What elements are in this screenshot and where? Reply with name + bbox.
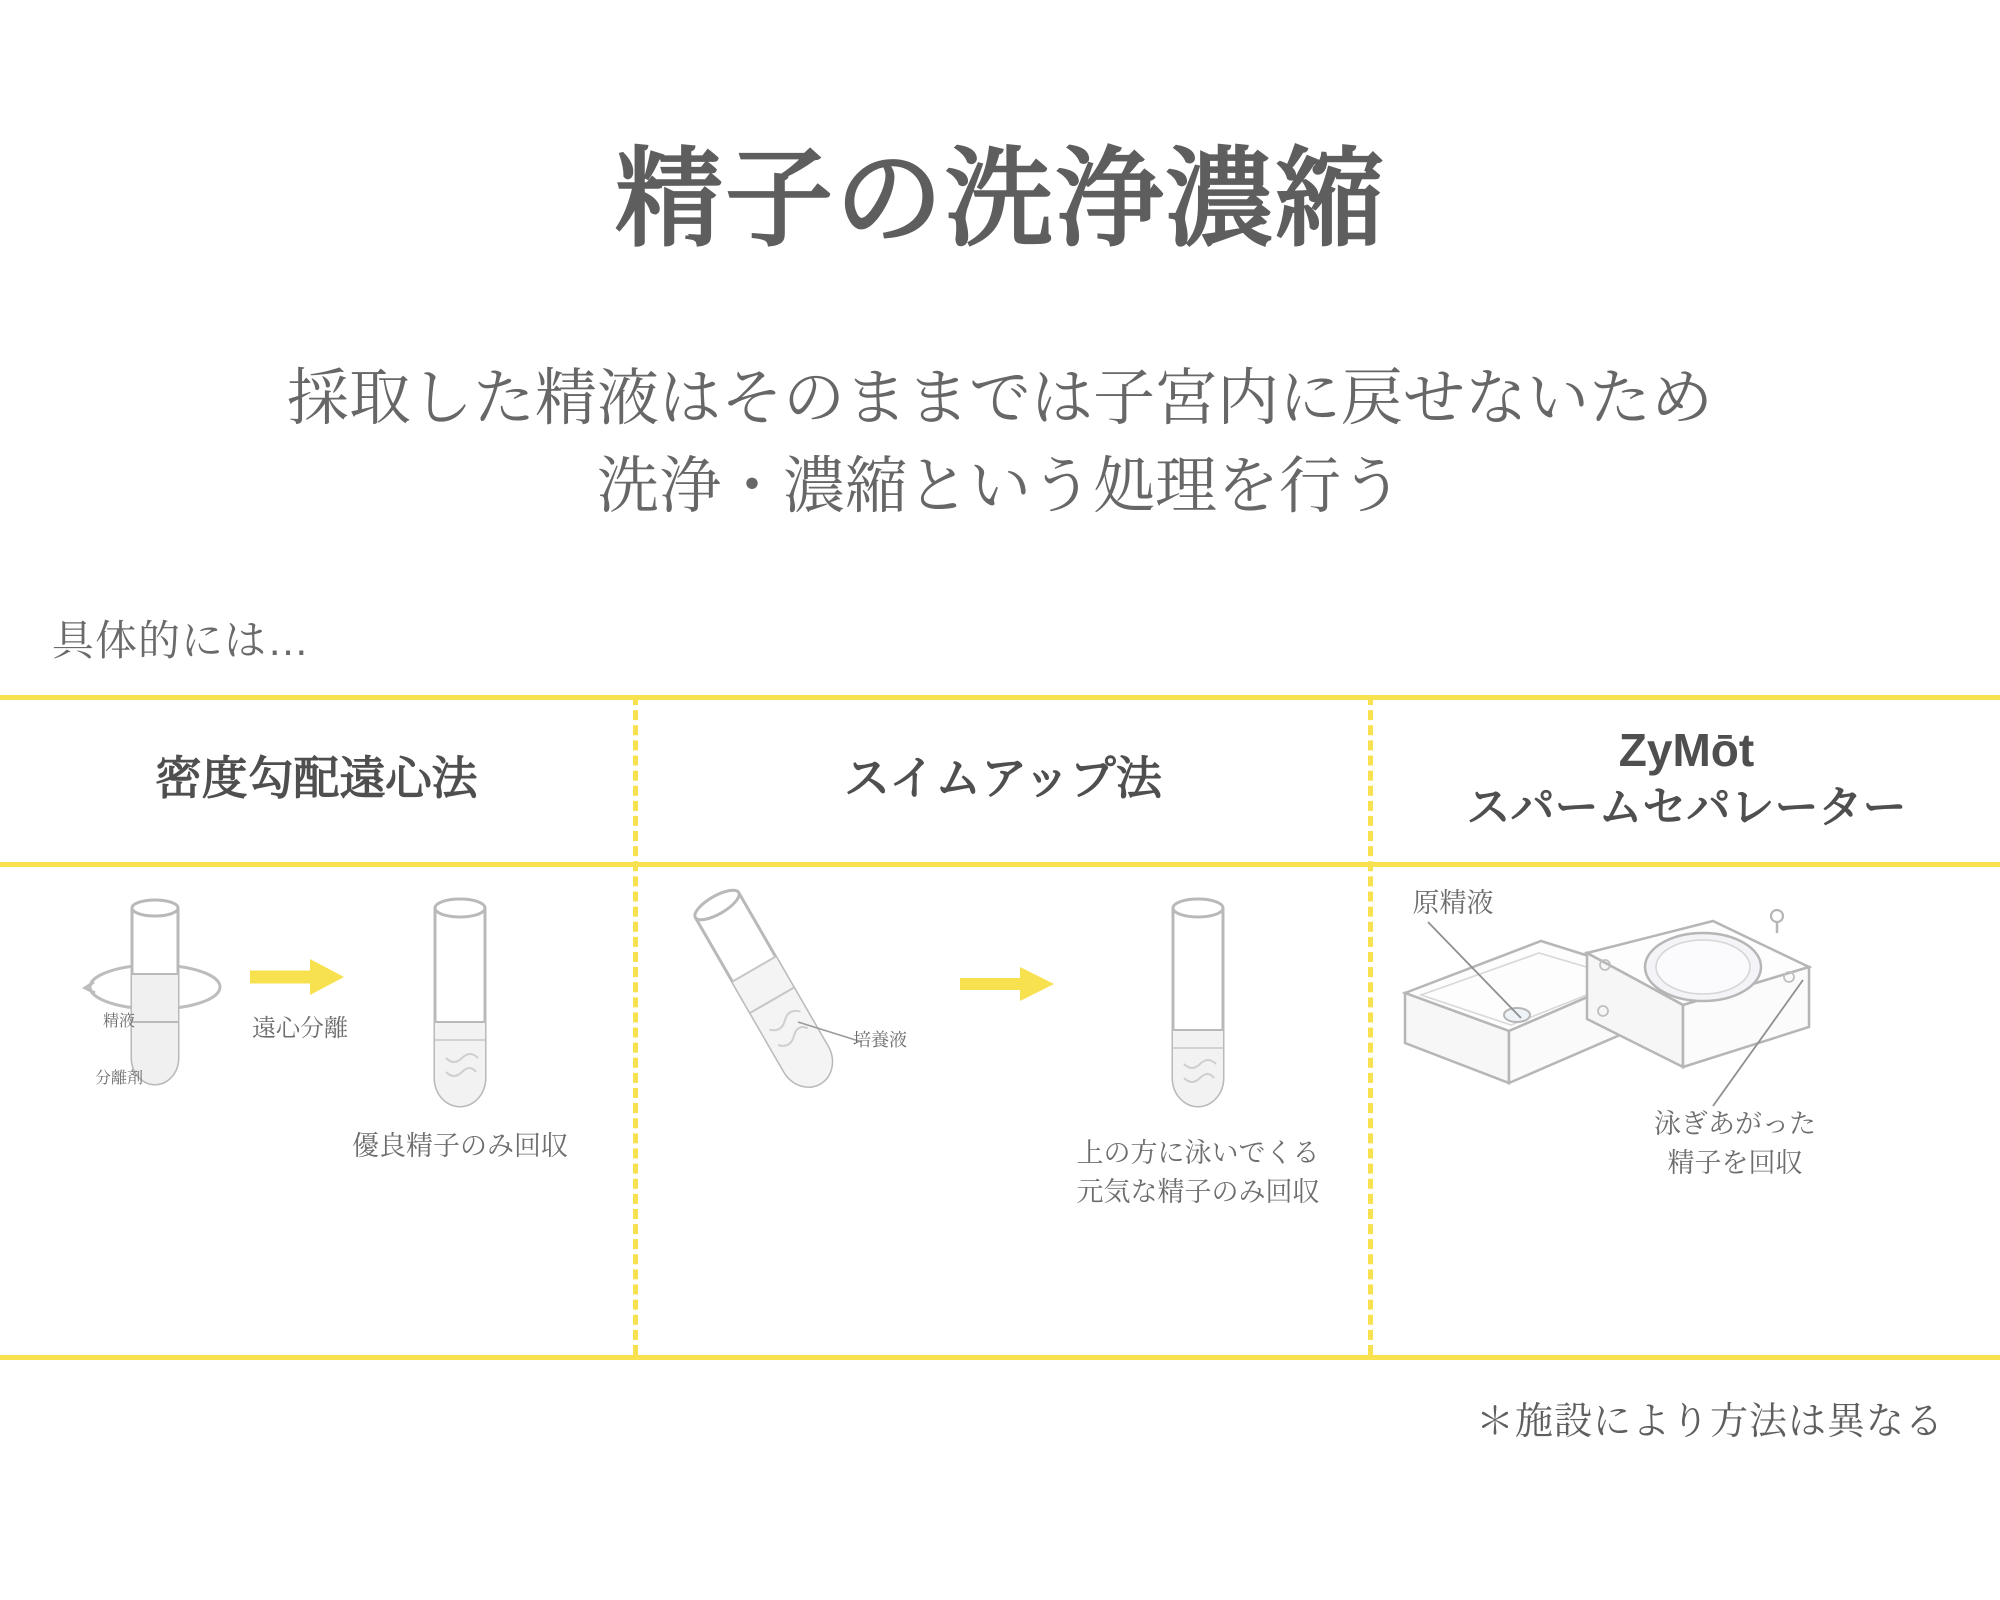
column-body-swim-up (638, 862, 1368, 1355)
column-heading-density-gradient: 密度勾配遠心法 (155, 752, 478, 805)
column-heading-swim-up: スイムアップ法 (844, 752, 1162, 805)
column-body-zymot (1373, 862, 2000, 1355)
arrow-right-icon (958, 962, 1058, 1006)
lead-text: 具体的には… (52, 617, 311, 664)
label-zymot-result-line2: 精子を回収 (1667, 1148, 1803, 1179)
subtitle-line-2: 洗浄・濃縮という処理を行う (596, 452, 1403, 522)
column-density-gradient (0, 695, 633, 1355)
label-swim-up-result (1038, 1134, 1358, 1212)
test-tube-result-icon (1138, 882, 1258, 1142)
label-centrifugation: 遠心分離 (252, 1015, 348, 1042)
label-zymot-result-line1: 泳ぎあがった (1654, 1109, 1816, 1139)
subtitle-line-1: 採取した精液はそのままでは子宮内に戻せないため (286, 364, 1713, 433)
column-heading-zymot (1373, 695, 2000, 862)
column-body-density-gradient (0, 862, 633, 1355)
label-zymot-result (1585, 1105, 1885, 1183)
tilted-test-tube-icon (648, 872, 898, 1132)
page-title: 精子の洗浄濃縮 (614, 138, 1385, 259)
test-tube-result-icon (400, 882, 520, 1142)
label-swim-up-result-line1: 上の方に泳いでくる (1076, 1138, 1320, 1168)
column-zymot (1373, 695, 2000, 1355)
table-bottom-rule (0, 1355, 2000, 1360)
page-subtitle (0, 355, 2000, 531)
footnote: ＊施設により方法は異なる (1475, 1401, 1944, 1443)
label-raw-semen: 原精液 (1412, 888, 1494, 918)
label-tube-lower: 分離剤 (94, 1070, 143, 1087)
label-tube-upper: 精液 (102, 1013, 135, 1030)
arrow-right-icon (248, 955, 348, 999)
column-swim-up (638, 695, 1368, 1355)
column-heading-zymot-line2: スパームセパレーター (1466, 783, 1907, 833)
column-heading-zymot-line1: ZyMōt (1618, 724, 1755, 777)
label-swim-up-result-line2: 元気な精子のみ回収 (1076, 1177, 1320, 1208)
label-culture-medium: 培養液 (853, 1030, 907, 1050)
label-recover-good-sperm: 優良精子のみ回収 (352, 1131, 568, 1161)
